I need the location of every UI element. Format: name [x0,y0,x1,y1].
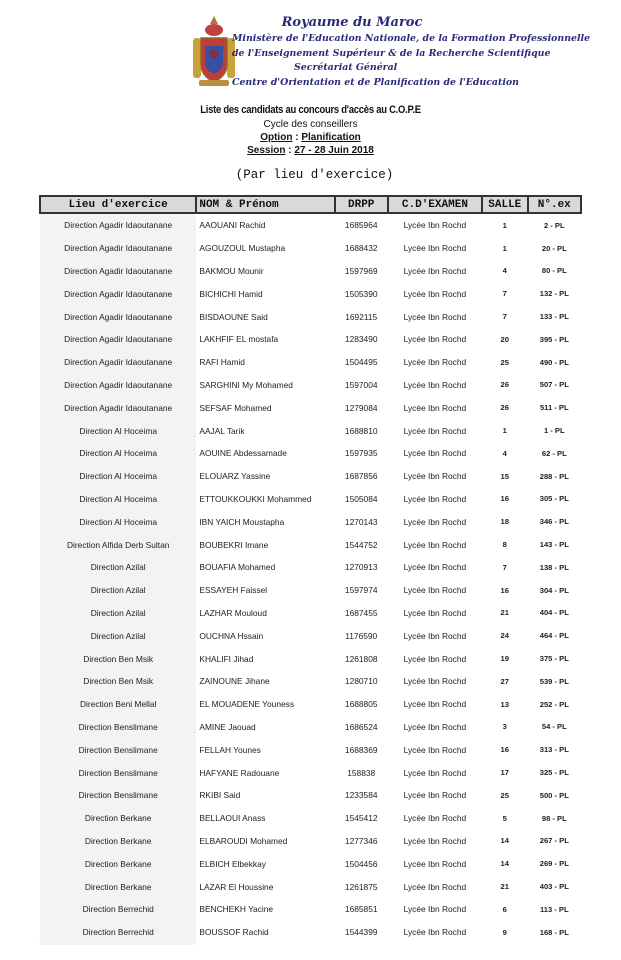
cell-drpp: 1505084 [344,493,378,504]
cell-numero: 54 - PL [541,722,567,732]
cell-nom: LAZHAR Mouloud [199,607,267,618]
cell-centre: Lycée Ibn Rochd [403,243,467,254]
cell-numero: 403 - PL [539,882,569,891]
cycle-line: Cycle des conseillers [263,119,358,130]
cell-salle: 7 [502,562,507,572]
cell-numero: 20 - PL [541,243,567,253]
cell-nom: LAZAR El Houssine [199,881,274,892]
table-row [40,693,581,716]
option-line [0,131,621,144]
table-row [40,374,581,397]
document-titles [0,103,621,157]
table-row [40,579,581,602]
cell-centre: Lycée Ibn Rochd [403,425,467,436]
table-row [40,852,581,875]
cell-centre: Lycée Ibn Rochd [403,790,467,801]
table-row [40,237,581,260]
cell-salle: 18 [500,517,509,527]
cell-centre: Lycée Ibn Rochd [403,539,467,550]
candidates-table [39,195,582,944]
table-row [40,396,581,419]
cell-numero: 375 - PL [539,654,569,664]
table-row [40,260,581,283]
cell-salle: 16 [500,494,509,504]
cell-lieu: Direction Agadir Idaoutanane [40,260,196,283]
cell-centre: Lycée Ibn Rochd [403,516,467,527]
table-row [40,305,581,328]
cell-numero: 269 - PL [539,859,569,869]
cell-centre: Lycée Ibn Rochd [403,288,467,299]
cell-lieu: Direction Al Hoceima [40,510,196,533]
session-separator: : [285,145,295,156]
cell-centre: Lycée Ibn Rochd [403,721,467,732]
table-body [40,213,581,944]
cell-drpp: 1270143 [344,516,378,527]
table-row [40,807,581,830]
column-header-salle: SALLE [482,196,528,213]
cell-nom: BOUSSOF Rachid [199,927,269,938]
table-row [40,647,581,670]
cell-salle: 14 [500,859,509,869]
cell-nom: AAOUANI Rachid [199,220,266,231]
cell-centre: Lycée Ibn Rochd [403,630,467,641]
cell-lieu: Direction Agadir Idaoutanane [40,213,196,237]
cell-numero: 539 - PL [539,676,569,686]
cell-lieu: Direction Azilal [40,579,196,602]
table-row [40,784,581,807]
cell-centre: Lycée Ibn Rochd [403,767,467,778]
cell-nom: ETTOUKKOUKKI Mohammed [199,493,312,504]
cell-drpp: 1176590 [345,630,378,641]
cell-nom: EL MOUADENE Youness [199,699,295,710]
cell-lieu: Direction Berkane [40,830,196,853]
cell-salle: 25 [500,790,509,800]
cell-drpp: 1692115 [345,311,378,322]
cell-numero: 2 - PL [543,220,565,230]
cell-salle: 27 [500,676,509,686]
ministry-line-2: de l'Enseignement Supérieur & de la Recherche Scientifique [232,48,551,59]
cell-drpp: 1283490 [344,334,378,345]
cell-drpp: 1544399 [344,927,378,938]
cell-salle: 24 [500,631,509,641]
cell-lieu: Direction Berkane [40,807,196,830]
cell-salle: 4 [502,266,507,276]
cell-nom: ELOUARZ Yassine [199,471,271,482]
cell-numero: 511 - PL [539,403,569,413]
cell-salle: 1 [502,243,507,253]
cell-nom: RAFI Hamid [199,357,245,368]
cell-lieu: Direction Alfida Derb Sultan [40,533,196,556]
cell-salle: 14 [500,836,509,846]
cell-centre: Lycée Ibn Rochd [403,744,467,755]
cell-numero: 507 - PL [539,380,569,390]
cell-lieu: Direction Berrechid [40,898,196,921]
table-row [40,761,581,784]
cell-nom: AOUINE Abdessamade [199,448,287,459]
cell-centre: Lycée Ibn Rochd [403,858,467,869]
cell-salle: 21 [500,608,509,618]
cell-numero: 132 - PL [539,289,569,299]
cell-centre: Lycée Ibn Rochd [403,311,467,322]
centre-line: Centre d'Orientation et de Planification de l'Education [232,77,519,88]
cell-numero: 288 - PL [539,471,569,481]
cell-numero: 267 - PL [539,836,569,846]
cell-salle: 8 [502,540,507,550]
cell-salle: 7 [502,312,507,322]
cell-salle: 1 [502,426,507,436]
column-shade-edge [39,941,195,945]
cell-lieu: Direction Benslimane [40,738,196,761]
cell-salle: 20 [500,334,509,344]
cell-numero: 304 - PL [539,585,569,595]
option-separator: : [292,132,302,143]
cell-lieu: Direction Beni Mellal [40,693,196,716]
cell-salle: 5 [502,813,507,823]
cell-lieu: Direction Benslimane [40,716,196,739]
table-row [40,282,581,305]
cell-centre: Lycée Ibn Rochd [403,813,467,824]
cell-salle: 26 [500,380,509,390]
cell-drpp: 1686524 [344,721,378,732]
cell-nom: AAJAL Tarik [199,425,245,436]
cell-nom: BISDAOUNE Said [199,311,268,322]
cell-lieu: Direction Benslimane [40,761,196,784]
cell-numero: 313 - PL [539,745,569,755]
column-header-nom: NOM & Prénom [196,196,334,213]
secretariat-line: Secrétariat Général [294,62,398,73]
cell-salle: 7 [502,289,507,299]
cell-salle: 9 [502,927,507,937]
cell-drpp: 1544752 [344,539,378,550]
cell-drpp: 1685964 [344,220,378,231]
cell-drpp: 1597974 [344,585,378,596]
table-row [40,602,581,625]
cell-numero: 113 - PL [539,904,569,914]
cell-drpp: 1280710 [344,676,378,687]
cell-drpp: 1261875 [344,881,378,892]
cell-drpp: 1597004 [344,379,378,390]
ministry-line-1: Ministère de l'Education Nationale, de la Formation Professionnelle [232,33,591,44]
cell-salle: 6 [502,904,507,914]
cell-numero: 252 - PL [539,699,569,709]
list-title: Liste des candidats au concours d'accès au C.O.P.E [200,104,421,116]
cell-numero: 464 - PL [539,631,569,641]
cell-nom: AGOUZOUL Mustapha [199,243,286,254]
cell-drpp: 1233584 [344,790,378,801]
cell-numero: 80 - PL [541,266,567,276]
grouping-subtitle: (Par lieu d'exercice) [235,168,394,182]
cell-lieu: Direction Berkane [40,852,196,875]
cell-centre: Lycée Ibn Rochd [403,334,467,345]
cell-nom: RKIBI Said [199,790,241,801]
cell-centre: Lycée Ibn Rochd [403,585,467,596]
cell-lieu: Direction Agadir Idaoutanane [40,282,196,305]
cell-salle: 3 [502,722,507,732]
table-row [40,213,581,237]
cell-drpp: 1687455 [344,607,378,618]
session-value: 27 - 28 Juin 2018 [294,145,374,156]
cell-nom: KHALIFI Jihad [199,653,254,664]
kingdom-name: Royaume du Maroc [281,15,423,30]
cell-nom: LAKHFIF EL mostafa [199,334,279,345]
cell-salle: 16 [500,585,509,595]
cell-nom: HAFYANE Radouane [199,767,280,778]
cell-numero: 138 - PL [539,562,569,572]
cell-numero: 133 - PL [539,312,569,322]
table-row [40,488,581,511]
cell-salle: 25 [500,357,509,367]
cell-centre: Lycée Ibn Rochd [403,927,467,938]
cell-numero: 500 - PL [539,790,569,800]
cell-nom: SEFSAF Mohamed [199,402,272,413]
cell-drpp: 1688805 [344,699,378,710]
cell-lieu: Direction Al Hoceima [40,488,196,511]
cell-nom: OUCHNA Hssain [199,630,264,641]
table-row [40,442,581,465]
cell-nom: BAKMOU Mounir [199,265,264,276]
cell-drpp: 1685851 [344,904,378,915]
cell-lieu: Direction Agadir Idaoutanane [40,351,196,374]
column-header-centre: C.D'EXAMEN [388,196,482,213]
ministry-heading [232,14,591,90]
column-header-numero: N°.ex [528,196,581,213]
cell-lieu: Direction Ben Msik [40,670,196,693]
cell-drpp: 1270913 [344,562,378,573]
cell-drpp: 1504495 [344,357,378,368]
cell-lieu: Direction Agadir Idaoutanane [40,374,196,397]
cell-nom: BOUAFIA Mohamed [199,562,276,573]
table-row [40,830,581,853]
cell-lieu: Direction Al Hoceima [40,442,196,465]
cell-drpp: 1597969 [344,265,378,276]
cell-nom: BOUBEKRI Imane [199,539,269,550]
cell-numero: 98 - PL [541,813,567,823]
cell-numero: 325 - PL [539,768,569,778]
cell-centre: Lycée Ibn Rochd [403,607,467,618]
cell-drpp: 158838 [347,767,376,778]
cell-drpp: 1277346 [344,835,378,846]
cell-nom: ZAINOUNE Jihane [199,676,270,687]
table-row [40,465,581,488]
cell-nom: SARGHINI My Mohamed [199,379,293,390]
table-row [40,716,581,739]
cell-lieu: Direction Azilal [40,624,196,647]
cell-lieu: Direction Azilal [40,602,196,625]
cell-numero: 143 - PL [539,540,569,550]
cell-salle: 16 [500,745,509,755]
cell-centre: Lycée Ibn Rochd [403,699,467,710]
cell-drpp: 1688432 [344,243,378,254]
cell-lieu: Direction Azilal [40,556,196,579]
cell-centre: Lycée Ibn Rochd [403,220,467,231]
cell-lieu: Direction Berrechid [40,921,196,944]
cell-centre: Lycée Ibn Rochd [403,402,467,413]
cell-salle: 19 [500,654,509,664]
cell-nom: ESSAYEH Faissel [199,585,268,596]
cell-centre: Lycée Ibn Rochd [403,493,467,504]
cell-lieu: Direction Al Hoceima [40,465,196,488]
cell-nom: ELBICH Elbekkay [199,858,266,869]
cell-centre: Lycée Ibn Rochd [403,904,467,915]
option-value: Planification [301,132,361,143]
cell-numero: 490 - PL [539,357,569,367]
cell-lieu: Direction Al Hoceima [40,419,196,442]
cell-salle: 26 [500,403,509,413]
cell-lieu: Direction Agadir Idaoutanane [40,328,196,351]
cell-centre: Lycée Ibn Rochd [403,379,467,390]
cell-centre: Lycée Ibn Rochd [403,835,467,846]
cell-lieu: Direction Agadir Idaoutanane [40,237,196,260]
table-row [40,328,581,351]
cell-salle: 17 [500,768,509,778]
cell-centre: Lycée Ibn Rochd [403,676,467,687]
column-header-lieu: Lieu d'exercice [40,196,196,213]
cell-drpp: 1688369 [344,744,378,755]
cell-centre: Lycée Ibn Rochd [403,357,467,368]
session-label: Session [247,145,286,156]
cell-centre: Lycée Ibn Rochd [403,881,467,892]
cell-drpp: 1688810 [344,425,378,436]
table-row [40,510,581,533]
session-line [0,144,621,157]
cell-numero: 404 - PL [539,608,569,618]
cell-centre: Lycée Ibn Rochd [403,265,467,276]
cell-drpp: 1504456 [344,858,378,869]
cell-nom: FELLAH Younes [199,744,261,755]
cell-salle: 4 [502,448,507,458]
document-header [0,0,621,100]
cell-nom: IBN YAICH Moustapha [199,516,285,527]
table-row [40,670,581,693]
cell-drpp: 1261808 [344,653,378,664]
cell-numero: 395 - PL [539,334,569,344]
cell-drpp: 1279084 [344,402,378,413]
cell-drpp: 1505390 [344,288,378,299]
cell-centre: Lycée Ibn Rochd [403,562,467,573]
cell-nom: BICHICHI Hamid [199,288,263,299]
cell-lieu: Direction Ben Msik [40,647,196,670]
cell-numero: 1 - PL [543,426,565,436]
cell-nom: ELBAROUDI Mohamed [199,835,288,846]
cell-numero: 346 - PL [539,517,569,527]
cell-nom: BELLAOUI Anass [199,813,266,824]
table-row [40,419,581,442]
coat-of-arms-icon [191,14,237,92]
cell-lieu: Direction Agadir Idaoutanane [40,396,196,419]
cell-drpp: 1597935 [344,448,378,459]
cell-lieu: Direction Benslimane [40,784,196,807]
cell-centre: Lycée Ibn Rochd [403,653,467,664]
cell-centre: Lycée Ibn Rochd [403,471,467,482]
cell-salle: 1 [502,220,507,230]
cell-salle: 21 [500,882,509,891]
cell-numero: 62 - PL [541,448,567,458]
cell-drpp: 1687856 [344,471,378,482]
table-row [40,351,581,374]
table-row [40,624,581,647]
table-row [40,533,581,556]
cell-nom: BENCHEKH Yacine [199,904,274,915]
table-row [40,738,581,761]
table-row [40,875,581,898]
cell-numero: 305 - PL [539,494,569,504]
cell-salle: 15 [500,471,509,481]
cell-lieu: Direction Agadir Idaoutanane [40,305,196,328]
cell-nom: AMINE Jaouad [199,721,256,732]
table-header-row [40,196,581,213]
cell-numero: 168 - PL [539,927,569,937]
column-header-drpp: DRPP [335,196,388,213]
cell-lieu: Direction Berkane [40,875,196,898]
option-label: Option [260,132,293,143]
cell-centre: Lycée Ibn Rochd [403,448,467,459]
table-row [40,556,581,579]
cell-salle: 13 [500,699,509,709]
cell-drpp: 1545412 [344,813,378,824]
table-row [40,898,581,921]
